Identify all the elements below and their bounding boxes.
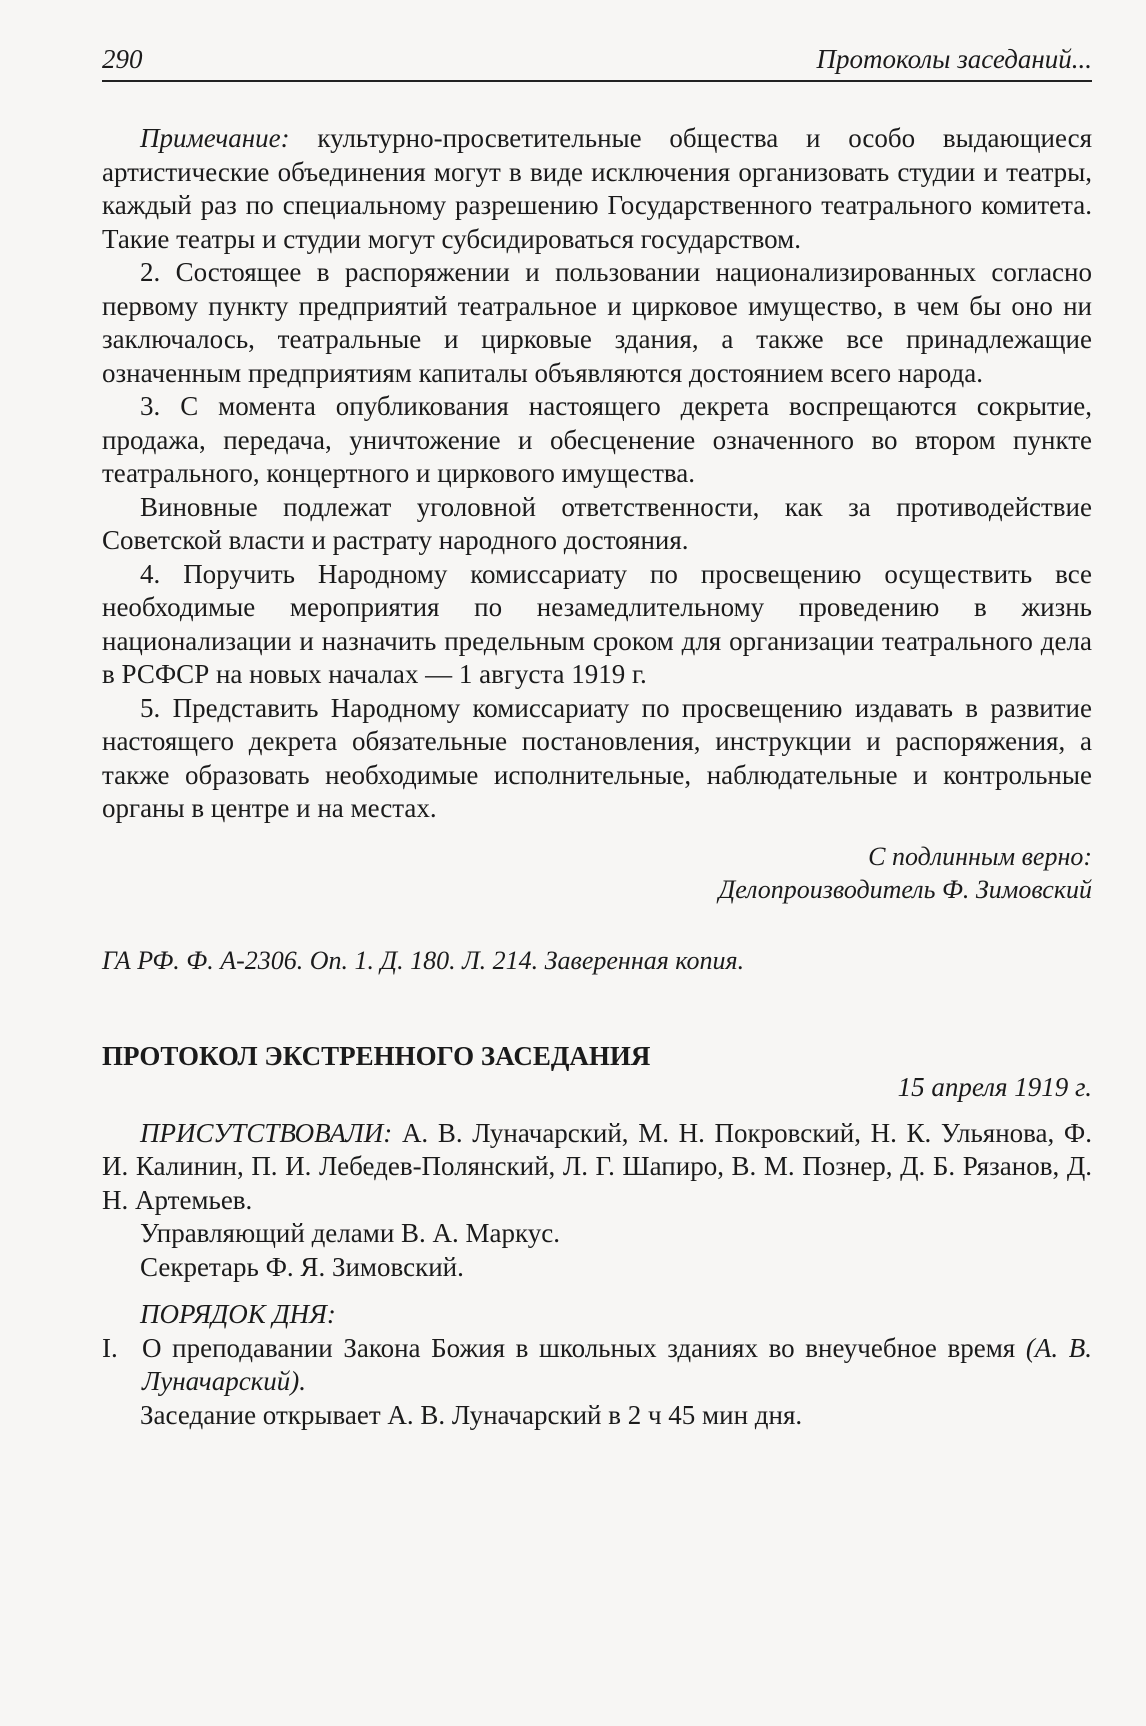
decree-paragraph: 5. Представить Народному комиссариату по просвещению издавать в развитие настоящего декрета обязательные постановления, инструкции и распоряжения, а также образовать необходимые исполнительные, наблюдательные и контрольные органы в центре и на местах. xyxy=(102,692,1092,823)
agenda-item-speaker: (А. В. Луначарский). xyxy=(142,1332,1092,1396)
secretary-line: Секретарь Ф. Я. Зимовский. xyxy=(140,1251,464,1282)
signatory-line: Делопроизводитель Ф. Зимовский xyxy=(718,874,1092,904)
attendees-label: ПРИСУТСТВОВАЛИ: xyxy=(140,1117,393,1148)
agenda-item-text xyxy=(142,1332,1092,1399)
attendees-paragraph xyxy=(102,1117,1092,1218)
manager-line: Управляющий делами В. А. Маркус. xyxy=(140,1218,561,1248)
agenda-item xyxy=(102,1332,1092,1399)
signature-block xyxy=(102,840,1092,906)
page-number: 290 xyxy=(102,44,143,74)
protocol-title: ПРОТОКОЛ ЭКСТРЕННОГО ЗАСЕДАНИЯ xyxy=(102,1040,651,1071)
agenda-item-title: О преподавании Закона Божия в школьных зданиях во внеучебное время xyxy=(142,1332,1016,1363)
protocol-date: 15 апреля 1919 г. xyxy=(897,1072,1092,1102)
agenda-item-number: I. xyxy=(102,1332,118,1363)
opening-line: Заседание открывает А. В. Луначарский в 2 ч 45 мин дня. xyxy=(140,1399,803,1430)
agenda-heading: ПОРЯДОК ДНЯ: xyxy=(140,1299,336,1329)
note-label: Примечание: xyxy=(140,123,290,153)
decree-paragraph: Виновные подлежат уголовной ответственности, как за противодействие Советской власти и растрату народного достояния. xyxy=(102,491,1092,555)
note-text: культурно-просветительные общества и особо выдающиеся артистические объединения могут в виде исключения организовать студии и театры, каждый раз по специальному разрешению Государственного театрального комитета. Такие театры и студии могут субсидироваться государством. xyxy=(102,123,1093,254)
certification-line: С подлинным верно: xyxy=(868,841,1092,871)
document-page xyxy=(102,40,1092,1432)
archival-source: ГА РФ. Ф. А-2306. Оп. 1. Д. 180. Л. 214. Заверенная копия. xyxy=(102,945,745,975)
decree-text xyxy=(102,122,1092,826)
protocol-section xyxy=(102,1040,1092,1433)
running-title: Протоколы заседаний... xyxy=(816,44,1092,74)
attendees-list: А. В. Луначарский, М. Н. Покровский, Н. К. Ульянова, Ф. И. Калинин, П. И. Лебедев-Полянский, Л. Г. Шапиро, В. М. Познер, Д. Б. Рязанов, Д. Н. Артемьев. xyxy=(102,1117,1093,1215)
decree-paragraph: 4. Поручить Народному комиссариату по просвещению осуществить все необходимые мероприятия по незамедлительному проведению в жизнь национализации и назначить предельным сроком для организации театрального дела в РСФСР на новых началах — 1 августа 1919 г. xyxy=(102,558,1092,689)
decree-paragraph: 2. Состоящее в распоряжении и пользовании национализированных согласно первому пункту предприятий театральное и цирковое имущество, в чем бы оно ни заключалось, театральные и цирковые здания, а также все принадлежащие означенным предприятиям капиталы объявляются достоянием всего народа. xyxy=(102,257,1092,388)
decree-paragraph: 3. С момента опубликования настоящего декрета воспрещаются сокрытие, продажа, передача, уничтожение и обесценение означенного во втором пункте театрального, концертного и циркового имущества. xyxy=(102,391,1092,488)
note-paragraph xyxy=(102,122,1092,256)
running-head xyxy=(102,40,1092,82)
